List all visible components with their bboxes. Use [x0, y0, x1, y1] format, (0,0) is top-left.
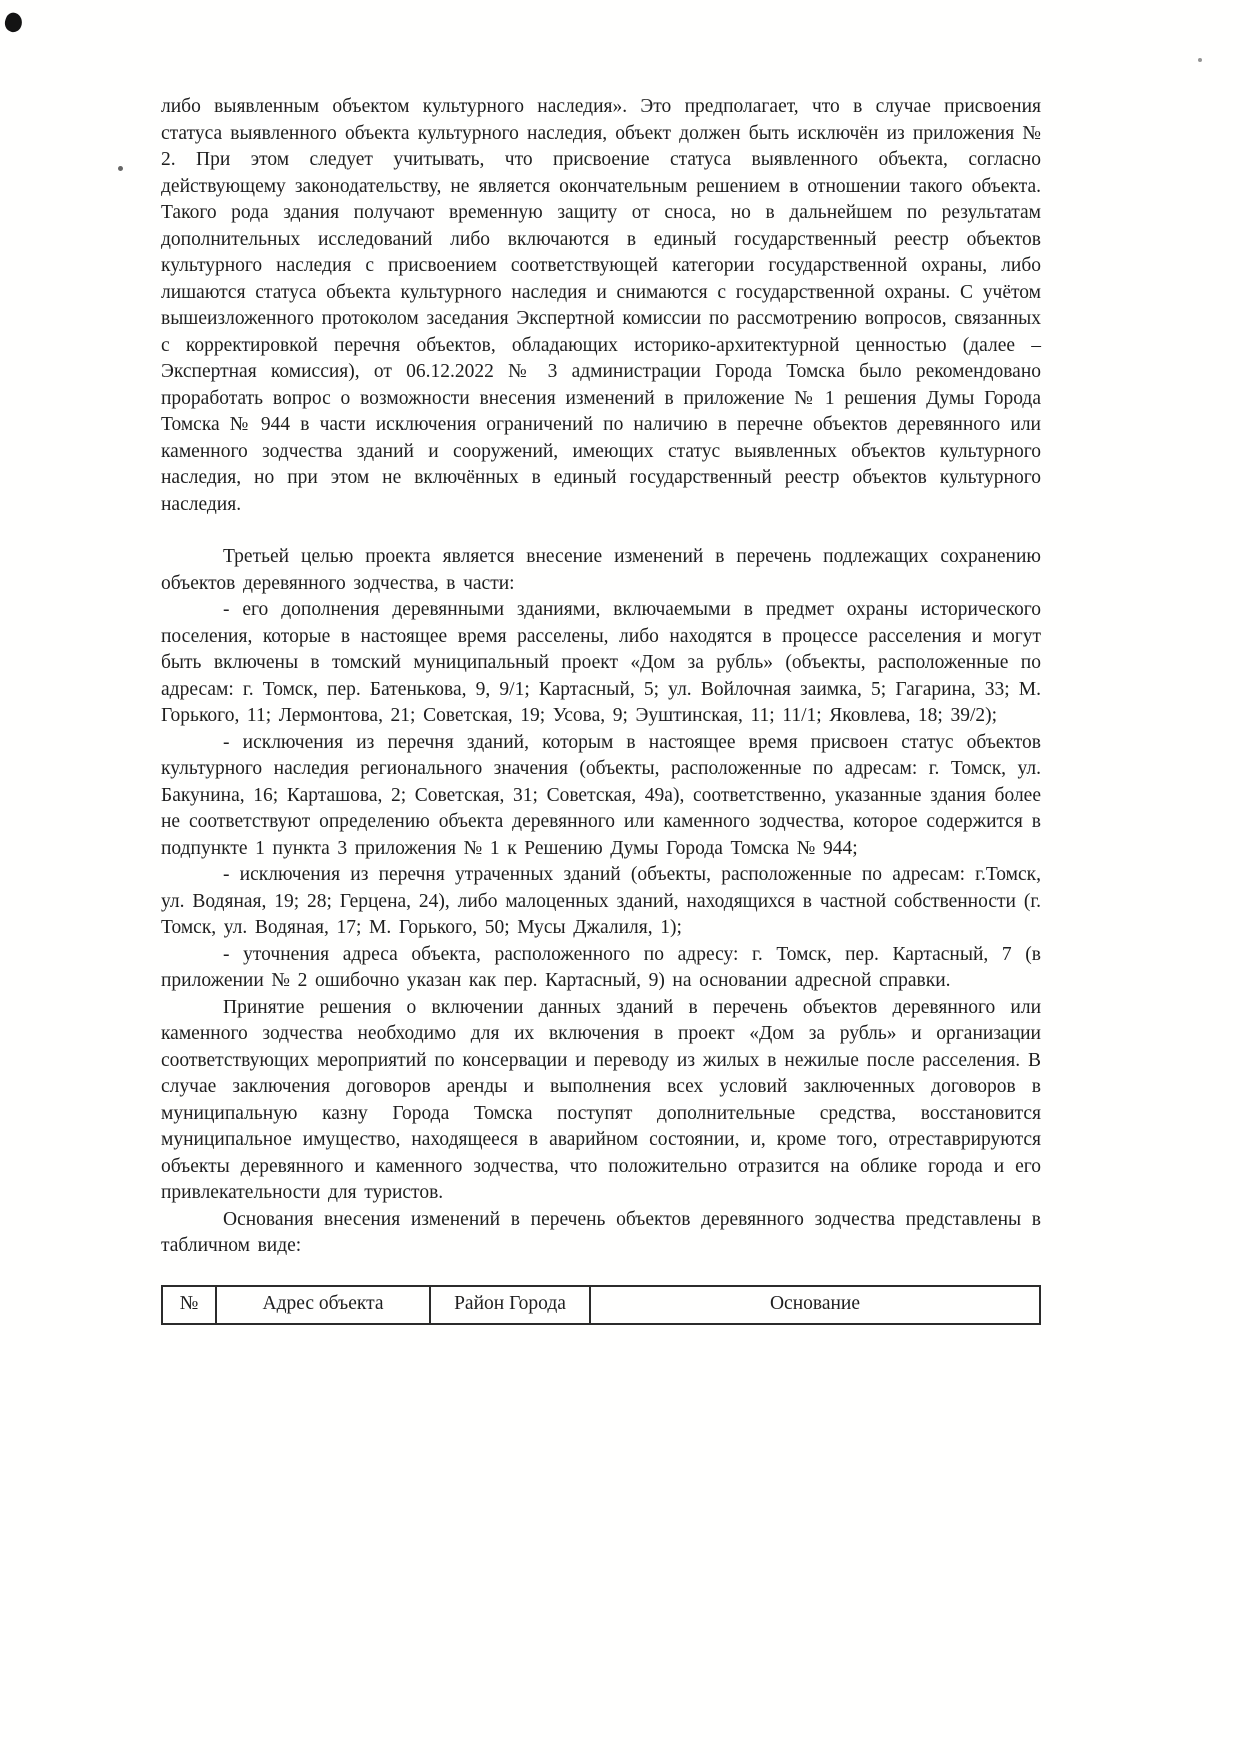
paragraph: Основания внесения изменений в перечень объектов деревянного зодчества представлены в табличном виде:: [161, 1208, 1041, 1256]
list-item-paragraph: - исключения из перечня зданий, которым в настоящее время присвоен статус объектов культурного наследия регионального значения (объекты, расположенные по адресам: г. Томск, ул. Бакунина, 16; Карташова, 2; Советская, 31; Советская, 49а), соответственно, указанные здания более не соответствуют определению объекта деревянного или каменного зодчества, которое содержится в подпункте 1 пункта 3 приложения № 1 к Решению Думы Города Томска № 944;: [161, 731, 1041, 859]
paragraph: Принятие решения о включении данных зданий в перечень объектов деревянного или каменного зодчества необходимо для их включения в проект «Дом за рубль» и организации соответствующих мероприятий по консервации и переводу из жилых в нежилые после расселения. В случае заключения договоров аренды и выполнения всех условий заключенных договоров в муниципальную казну Города Томска поступят дополнительные средства, восстановится муниципальное имущество, находящееся в аварийном состоянии, и, кроме того, отреставрируются объекты деревянного и каменного зодчества, что положительно отразится на облике города и его привлекательности для туристов.: [161, 996, 1041, 1203]
paragraph: Третьей целью проекта является внесение изменений в перечень подлежащих сохранению объектов деревянного зодчества, в части:: [161, 546, 1041, 594]
scan-artifact: [2, 11, 24, 35]
list-item-paragraph: - уточнения адреса объекта, расположенного по адресу: г. Томск, пер. Картасный, 7 (в приложении № 2 ошибочно указан как пер. Картасный, 9) на основании адресной справки.: [161, 943, 1041, 991]
table-header-address: Адрес объекта: [216, 1286, 430, 1324]
bases-table: [161, 1285, 1041, 1325]
paragraph: либо выявленным объектом культурного наследия». Это предполагает, что в случае присвоения статуса выявленного объекта культурного наследия, объект должен быть исключён из приложения № 2. При этом следует учитывать, что присвоение статуса выявленного объекта, согласно действующему законодательству, не является окончательным решением в отношении такого объекта. Такого рода здания получают временную защиту от сноса, но в дальнейшем по результатам дополнительных исследований либо включаются в единый государственный реестр объектов культурного наследия с присвоением соответствующей категории государственной охраны, либо лишаются статуса объекта культурного наследия и снимаются с государственной охраны. С учётом вышеизложенного протоколом заседания Экспертной комиссии по рассмотрению вопросов, связанных с корректировкой перечня объектов, обладающих историко-архитектурной ценностью (далее – Экспертная комиссия), от 06.12.2022 № 3 администрации Города Томска было рекомендовано проработать вопрос о возможности внесения изменений в приложение № 1 решения Думы Города Томска № 944 в части исключения ограничений по наличию в перечне объектов деревянного или каменного зодчества зданий и сооружений, имеющих статус выявленных объектов культурного наследия, но при этом не включённых в единый государственный реестр объектов культурного наследия.: [161, 96, 1041, 515]
scan-artifact: [1198, 58, 1202, 62]
document-body: [161, 94, 1041, 1325]
table-header-number: №: [162, 1286, 216, 1324]
table-header-basis: Основание: [590, 1286, 1040, 1324]
table-header-district: Район Города: [430, 1286, 590, 1324]
table-header-row: [162, 1286, 1040, 1324]
list-item-paragraph: - исключения из перечня утраченных зданий (объекты, расположенные по адресам: г.Томск, ул. Водяная, 19; 28; Герцена, 24), либо малоценных зданий, находящихся в частной собственности (г. Томск, ул. Водяная, 17; М. Горького, 50; Мусы Джалиля, 1);: [161, 864, 1041, 938]
scan-artifact: [118, 166, 123, 171]
list-item-paragraph: - его дополнения деревянными зданиями, включаемыми в предмет охраны исторического поселения, которые в настоящее время расселены, либо находятся в процессе расселения и могут быть включены в томский муниципальный проект «Дом за рубль» (объекты, расположенные по адресам: г. Томск, пер. Батенькова, 9, 9/1; Картасный, 5; ул. Войлочная заимка, 5; Гагарина, 33; М. Горького, 11; Лермонтова, 21; Советская, 19; Усова, 9; Эуштинская, 11; 11/1; Яковлева, 18; 39/2);: [161, 599, 1041, 726]
